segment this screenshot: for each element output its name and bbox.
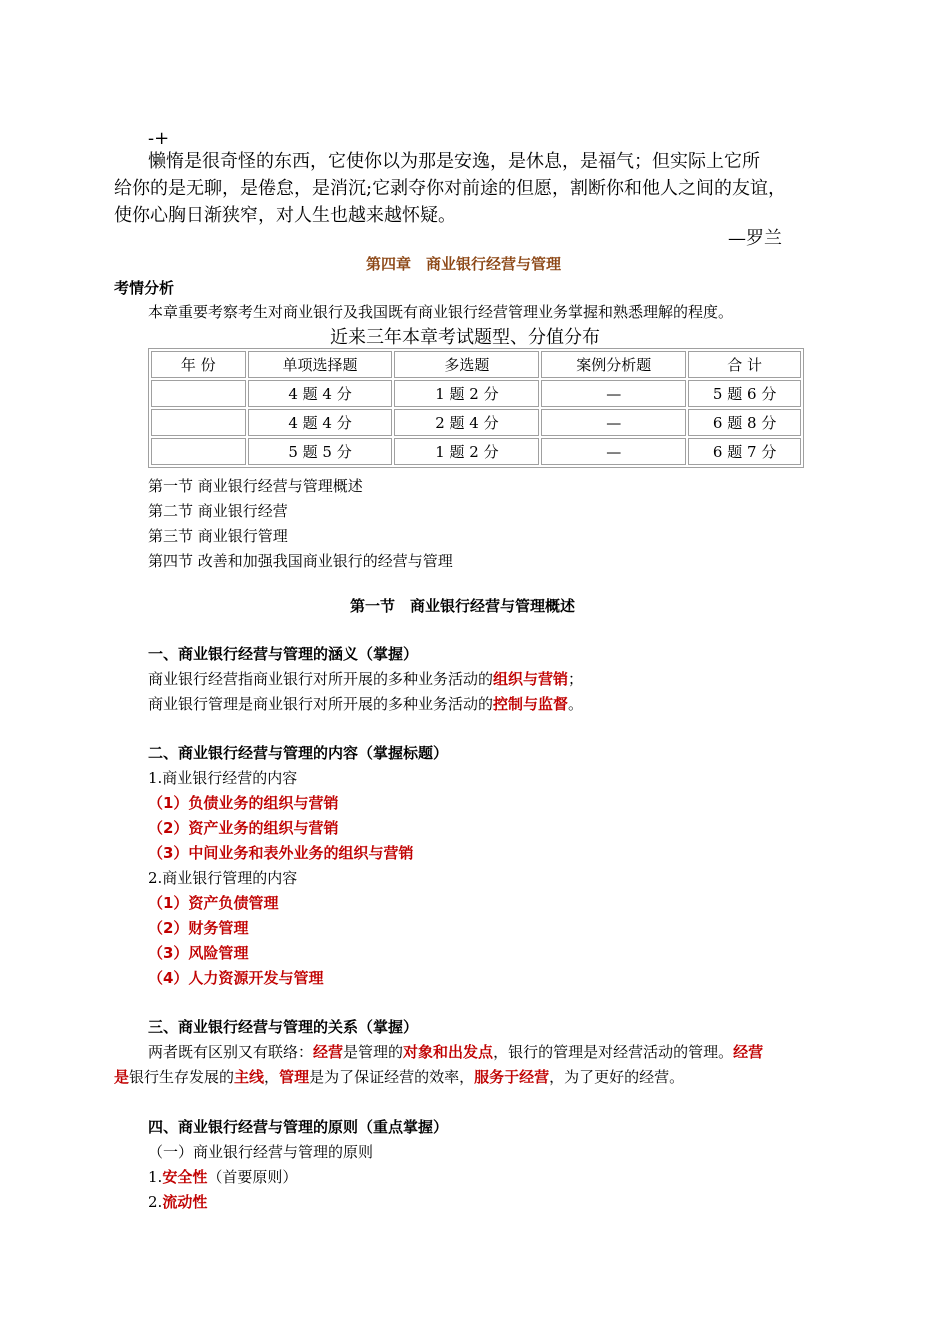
analysis-text: 本章重要考察考生对商业银行及我国既有商业银行经营管理业务掌握和熟悉理解的程度。 xyxy=(148,303,734,321)
heading-4: 四、商业银行经营与管理的原则（重点掌握） xyxy=(148,1118,449,1136)
table-cell xyxy=(151,409,246,436)
quote-line-2: 给你的是无聊，是倦怠，是消沉;它剥夺你对前途的但愿，割断你和他人之间的友谊， xyxy=(114,178,787,199)
list-item: （2）资产业务的组织与营销 xyxy=(148,819,339,837)
section-title: 第一节 商业银行经营与管理概述 xyxy=(350,597,576,615)
table-cell: 4 题 4 分 xyxy=(248,409,393,436)
chapter-title: 第四章 商业银行经营与管理 xyxy=(366,255,562,273)
subheading-management: 2.商业银行管理的内容 xyxy=(148,869,298,887)
list-item: （2）财务管理 xyxy=(148,919,249,937)
subheading-operation: 1.商业银行经营的内容 xyxy=(148,769,298,787)
quote-line-1: 懒惰是很奇怪的东西，它使你以为那是安逸，是休息，是福气；但实际上它所 xyxy=(148,151,760,172)
toc-item-2: 第二节 商业银行经营 xyxy=(148,502,288,520)
table-cell: — xyxy=(541,438,686,465)
table-cell: 6 题 8 分 xyxy=(688,409,801,436)
table-row xyxy=(151,438,801,465)
score-table xyxy=(148,348,804,468)
table-cell xyxy=(151,438,246,465)
table-header-cell: 单项选择题 xyxy=(248,351,393,378)
table-header-cell: 合 计 xyxy=(688,351,801,378)
definition-line-2: 商业银行管理是商业银行对所开展的多种业务活动的控制与监督。 xyxy=(148,695,584,713)
table-cell: 1 题 2 分 xyxy=(394,380,539,407)
quote-line-3: 使你心胸日渐狭窄，对人生也越来越怀疑。 xyxy=(114,205,456,226)
table-cell: 2 题 4 分 xyxy=(394,409,539,436)
definition-line-1: 商业银行经营指商业银行对所开展的多种业务活动的组织与营销； xyxy=(148,670,584,688)
toc-item-1: 第一节 商业银行经营与管理概述 xyxy=(148,477,363,495)
subheading-principles: （一）商业银行经营与管理的原则 xyxy=(148,1143,374,1161)
list-item: （3）中间业务和表外业务的组织与营销 xyxy=(148,844,414,862)
heading-2: 二、商业银行经营与管理的内容（掌握标题） xyxy=(148,744,449,762)
table-cell: 6 题 7 分 xyxy=(688,438,801,465)
table-header-cell: 案例分析题 xyxy=(541,351,686,378)
table-row xyxy=(151,380,801,407)
principle-1: 1.安全性（首要原则） xyxy=(148,1168,298,1186)
list-item: （4）人力资源开发与管理 xyxy=(148,969,324,987)
table-cell: 5 题 5 分 xyxy=(248,438,393,465)
table-header-row xyxy=(151,351,801,378)
intro-mark: -+ xyxy=(148,128,170,149)
table-cell: — xyxy=(541,380,686,407)
table-cell: 1 题 2 分 xyxy=(394,438,539,465)
table-header-cell: 年 份 xyxy=(151,351,246,378)
relation-line-2: 是银行生存发展的主线，管理是为了保证经营的效率，服务于经营，为了更好的经营。 xyxy=(114,1068,685,1086)
relation-line-1: 两者既有区别又有联络：经营是管理的对象和出发点，银行的管理是对经营活动的管理。经营 xyxy=(148,1043,764,1061)
table-cell xyxy=(151,380,246,407)
list-item: （3）风险管理 xyxy=(148,944,249,962)
heading-1: 一、商业银行经营与管理的涵义（掌握） xyxy=(148,645,419,663)
table-header-cell: 多选题 xyxy=(394,351,539,378)
toc-item-4: 第四节 改善和加强我国商业银行的经营与管理 xyxy=(148,552,453,570)
heading-3: 三、商业银行经营与管理的关系（掌握） xyxy=(148,1018,419,1036)
table-title: 近来三年本章考试题型、分值分布 xyxy=(330,327,600,348)
table-cell: 5 题 6 分 xyxy=(688,380,801,407)
table-row xyxy=(151,409,801,436)
list-item: （1）资产负债管理 xyxy=(148,894,279,912)
table-cell: 4 题 4 分 xyxy=(248,380,393,407)
quote-author: —罗兰 xyxy=(728,228,782,249)
table-cell: — xyxy=(541,409,686,436)
principle-2: 2.流动性 xyxy=(148,1193,208,1211)
toc-item-3: 第三节 商业银行管理 xyxy=(148,527,288,545)
list-item: （1）负债业务的组织与营销 xyxy=(148,794,339,812)
analysis-heading: 考情分析 xyxy=(114,279,175,297)
